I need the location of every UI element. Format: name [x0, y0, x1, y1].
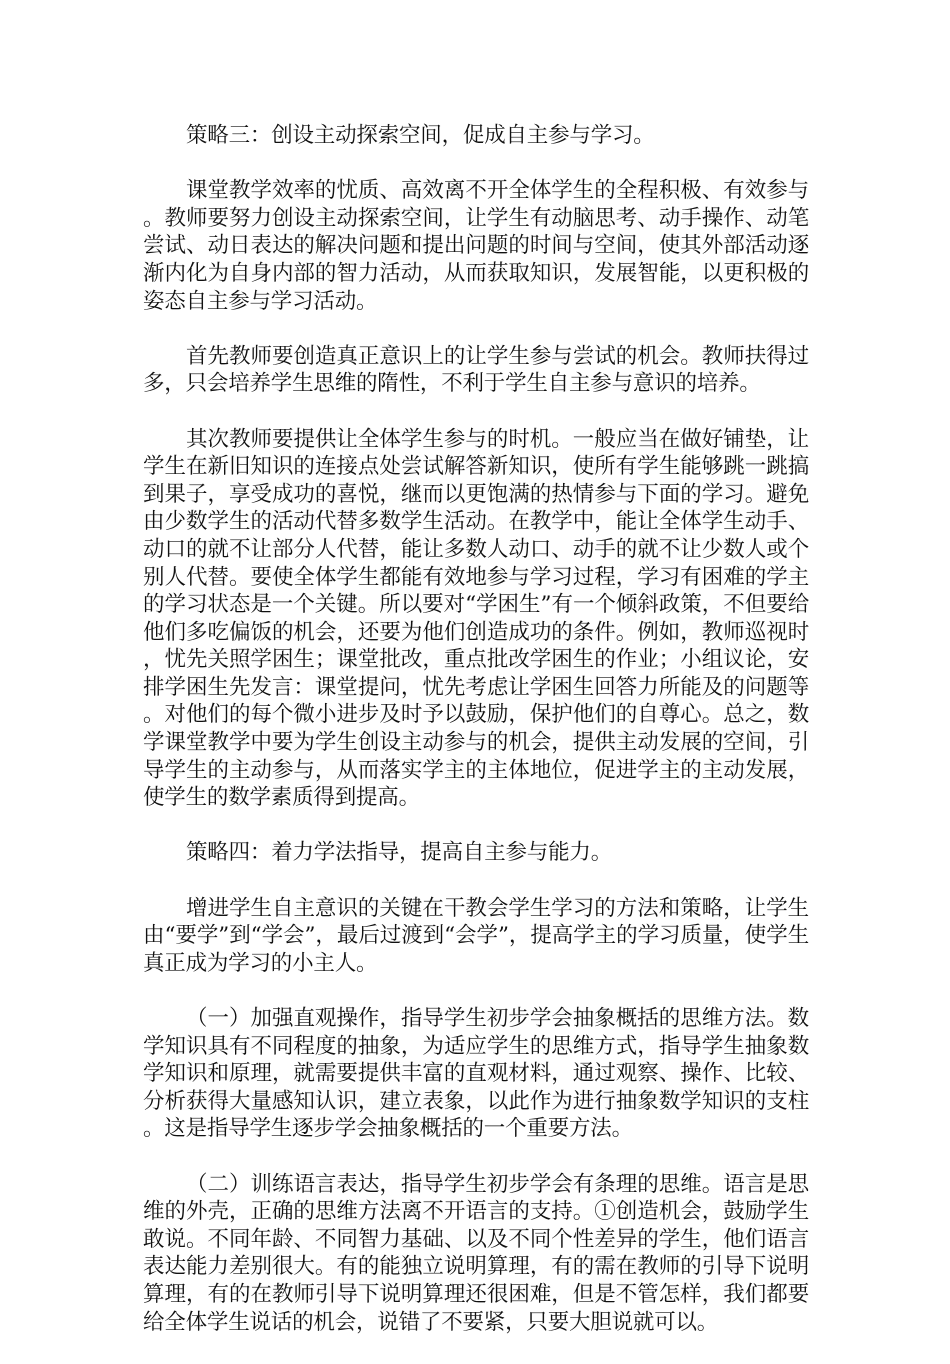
- paragraph: （一）加强直观操作，指导学生初步学会抽象概括的思维方法。数学知识具有不同程度的抽象，为适应学生的思维方式，指导学生抽象数学知识和原理，就需要提供丰富的直观材料，通过观察、操作、比较、分析获得大量感知认识，建立表象，以此作为进行抽象数学知识的支柱。这是指导学生逐步学会抽象概括的一个重要方法。: [143, 1006, 809, 1142]
- paragraph: 课堂教学效率的忧质、高效离不开全体学生的全程积极、有效参与。教师要努力创设主动探索空间，让学生有动脑思考、动手操作、动笔尝试、动日表达的解决问题和提出问题的时间与空间，使其外部活动逐渐内化为自身内部的智力活动，从而获取知识，发展智能，以更积极的姿态自主参与学习活动。: [143, 178, 809, 314]
- heading-strategy-three: 策略三：创设主动探索空间，促成自主参与学习。: [186, 123, 655, 148]
- document-page: [143, 122, 809, 1364]
- paragraph: 增进学生自主意识的关键在干教会学生学习的方法和策略，让学生由“要学”到“学会”，最后过渡到“会学”，提高学主的学习质量，使学生真正成为学习的小主人。: [143, 895, 809, 976]
- paragraph: （二）训练语言表达，指导学生初步学会有条理的思维。语言是思维的外壳，正确的思维方法离不开语言的支持。①创造机会，鼓励学生敢说。不同年龄、不同智力基础、以及不同个性差异的学生，他们语言表达能力差别很大。有的能独立说明算理，有的需在教师的引导下说明算理，有的在教师引导下说明算理还很困难，但是不管怎样，我们都要给全体学生说话的机会，说错了不要紧，只要大胆说就可以。: [143, 1171, 809, 1335]
- heading-strategy-four: 策略四：着力学法指导，提高自主参与能力。: [186, 840, 613, 866]
- paragraph: 首先教师要创造真正意识上的让学生参与尝试的机会。教师扶得过多，只会培养学生思维的隋性，不利于学生自主参与意识的培养。: [143, 343, 809, 397]
- paragraph: 其次教师要提供让全体学生参与的时机。一般应当在做好铺垫，让学生在新旧知识的连接点处尝试解答新知识，使所有学生能够跳一跳搞到果子，享受成功的喜悦，继而以更饱满的热情参与下面的学习。避免由少数学生的活动代替多数学生活动。在教学中，能让全体学生动手、动口的就不让部分人代替，能让多数人动口、动手的就不让少数人或个别人代替。要使全体学生都能有效地参与学习过程，学习有困难的学主的学习状态是一个关键。所以要对“学困生”有一个倾斜政策，不但要给他们多吃偏饭的机会，还要为他们创造成功的条件。例如，教师巡视时，忧先关照学困生；课堂批改，重点批改学困生的作业；小组议论，安排学困生先发言：课堂提问，忧先考虑让学困生回答力所能及的问题等。对他们的每个微小进步及时予以鼓励，保护他们的自尊心。总之，数学课堂教学中要为学生创设主动参与的机会，提供主动发展的空间，引导学生的主动参与，从而落实学主的主体地位，促进学主的主动发展，使学生的数学素质得到提高。: [143, 426, 809, 811]
